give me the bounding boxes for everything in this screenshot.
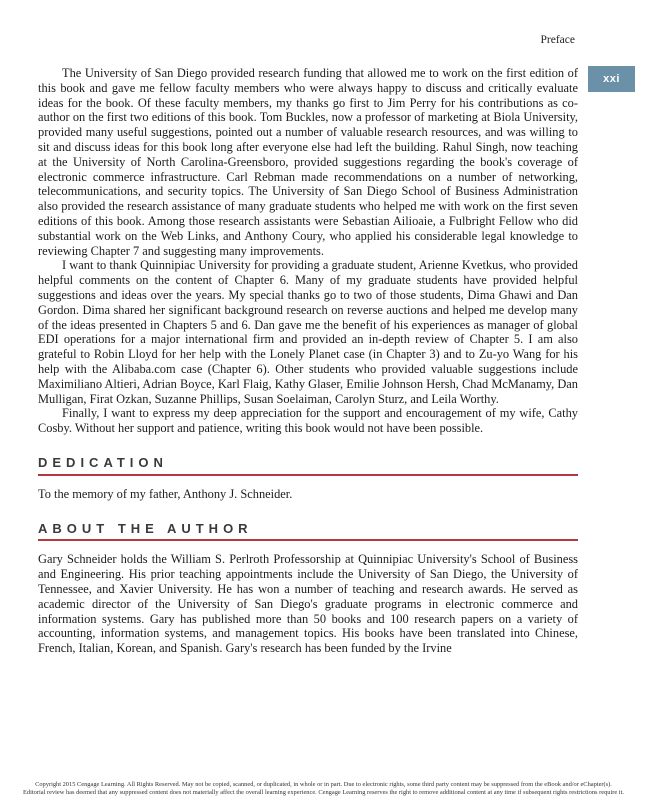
running-header: Preface: [540, 34, 575, 46]
acknowledgments-paragraph: I want to thank Quinnipiac University for providing a graduate student, Arienne Kvetkus, who provided helpful comments on the content of Chapter 6. Many of my graduate students have provided helpful suggestions and ideas over the years. My special thanks go to two of those students, Dima Ghawi and Dan Gordon. Dima shared her significant background research on reverse auctions and helped me develop many of the ideas presented in Chapters 5 and 6. Dan gave me the benefit of his experiences as manager of global EDI operations for a major international firm and provided an in-depth review of Chapter 5. I am also grateful to Robin Lloyd for her help with the Lonely Planet case (in Chapter 3) and to Zu-yo Wang for his help with the Alibaba.com case (Chapter 6). Other students who provided valuable suggestions include Maximiliano Altieri, Adrian Boyce, Karl Flaig, Kathy Glaser, Emilie Johnson Hersh, Chad McManamy, Dan Mulligan, Firat Ozkan, Suzanne Phillips, Susan Soelaiman, Carolyn Sturz, and Leila Worthy.: [38, 258, 578, 406]
dedication-text: To the memory of my father, Anthony J. Schneider.: [38, 486, 293, 501]
section-heading-dedication: DEDICATION: [38, 454, 168, 470]
page-content: [38, 66, 578, 656]
copyright-footer: [0, 781, 647, 797]
heading-rule: [38, 539, 578, 541]
section-about-the-author: [38, 522, 578, 656]
section-dedication: [38, 456, 578, 502]
page-number-tab: xxi: [588, 66, 635, 92]
acknowledgments-paragraph: The University of San Diego provided research funding that allowed me to work on the first edition of this book and gave me fellow faculty members who were always happy to discuss and critically evaluate ideas for the book. Of these faculty members, my thanks go first to Jim Perry for his contributions as co-author on the first two editions of this book. Tom Buckles, now a professor of marketing at Biola University, provided many useful suggestions, pointed out a number of valuable research resources, and was willing to sit and discuss ideas for this book long after everyone else had left the building. Rahul Singh, now teaching at the University of North Carolina-Greensboro, provided suggestions regarding the book's coverage of electronic commerce infrastructure. Carl Rebman made recommendations on a number of networking, telecommunications, and security topics. The University of San Diego School of Business Administration also provided the research assistance of many graduate students who helped me with work on the first seven editions of this book. Among those research assistants were Sebastian Ailioaie, a Fulbright Fellow who did substantial work on the Web Links, and Anthony Coury, who applied his considerable legal knowledge to reviewing Chapter 7 and suggesting many improvements.: [38, 66, 578, 258]
acknowledgments-paragraph: Finally, I want to express my deep appreciation for the support and encouragement of my wife, Cathy Cosby. Without her support and patience, writing this book would not have been possible.: [38, 406, 578, 436]
section-heading-about-the-author: ABOUT THE AUTHOR: [38, 520, 253, 536]
copyright-line: Copyright 2015 Cengage Learning. All Rights Reserved. May not be copied, scanned, or duplicated, in whole or in part. Due to electronic rights, some third party content may be suppressed from the eBook and/or eChapter(s).: [35, 781, 612, 788]
heading-rule: [38, 474, 578, 476]
about-the-author-text: Gary Schneider holds the William S. Perlroth Professorship at Quinnipiac University's School of Business and Engineering. His prior teaching appointments include the University of San Diego, the University of Tennessee, and Xavier University. He has won a number of teaching and research awards. He served as academic director of the University of San Diego's graduate programs in electronic commerce and information systems. Gary has published more than 50 books and 100 research papers on a variety of accounting, information systems, and management topics. His books have been translated into Chinese, French, Italian, Korean, and Spanish. Gary's research has been funded by the Irvine: [38, 552, 578, 656]
copyright-line: Editorial review has deemed that any suppressed content does not materially affect the overall learning experience. Cengage Learning reserves the right to remove additional content at any time if subsequent rights restrictions require it.: [23, 789, 624, 796]
